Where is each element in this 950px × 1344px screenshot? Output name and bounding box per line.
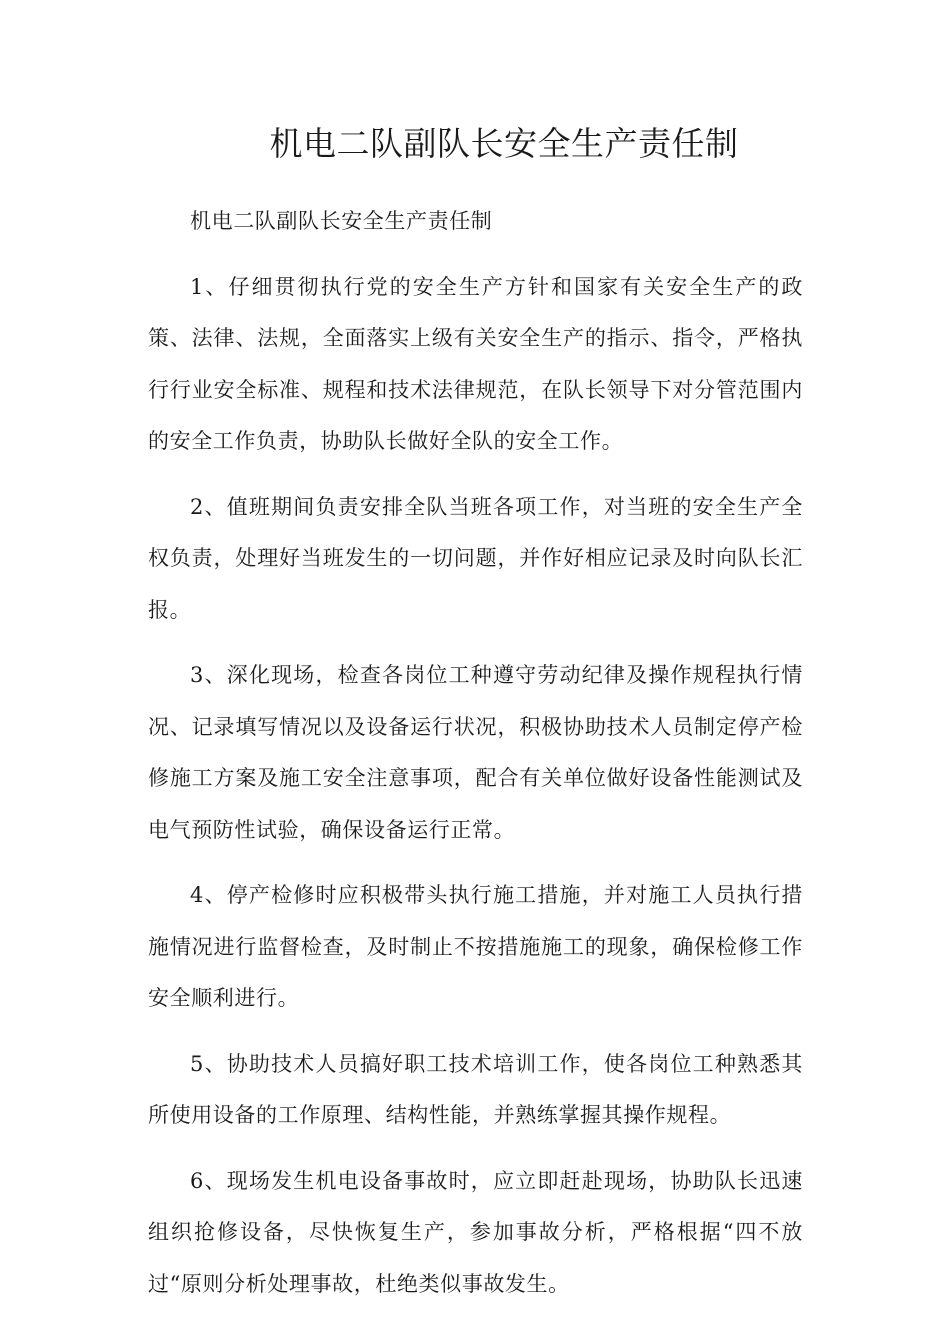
- paragraph-4: 4、停产检修时应积极带头执行施工措施，并对施工人员执行措施情况进行监督检查，及时制止不按措施施工的现象，确保检修工作安全顺利进行。: [148, 883, 803, 1010]
- document-subtitle: 机电二队副队长安全生产责任制: [190, 209, 493, 233]
- paragraph-6: 6、现场发生机电设备事故时，应立即赶赴现场，协助队长迅速组织抢修设备，尽快恢复生产，参加事故分析，严格根据“四不放过“原则分析处理事故，杜绝类似事故发生。: [148, 1168, 803, 1296]
- paragraph-2: 2、值班期间负责安排全队当班各项工作，对当班的安全生产全权负责，处理好当班发生的一切问题，并作好相应记录及时向队长汇报。: [148, 494, 803, 622]
- document-title: 机电二队副队长安全生产责任制: [269, 124, 739, 163]
- paragraph-1: 1、仔细贯彻执行党的安全生产方针和国家有关安全生产的政策、法律、法规，全面落实上级有关安全生产的指示、指令，严格执行行业安全标准、规程和技术法律规范，在队长领导下对分管范围内的安全工作负责，协助队长做好全队的安全工作。: [148, 274, 803, 453]
- paragraph-3: 3、深化现场，检查各岗位工种遵守劳动纪律及操作规程执行情况、记录填写情况以及设备运行状况，积极协助技术人员制定停产检修施工方案及施工安全注意事项，配合有关单位做好设备性能测试及电气预防性试验，确保设备运行正常。: [148, 663, 803, 842]
- document-body: [148, 196, 803, 1324]
- paragraph-5: 5、协助技术人员搞好职工技术培训工作，使各岗位工种熟悉其所使用设备的工作原理、结构性能，并熟练掌握其操作规程。: [148, 1051, 803, 1127]
